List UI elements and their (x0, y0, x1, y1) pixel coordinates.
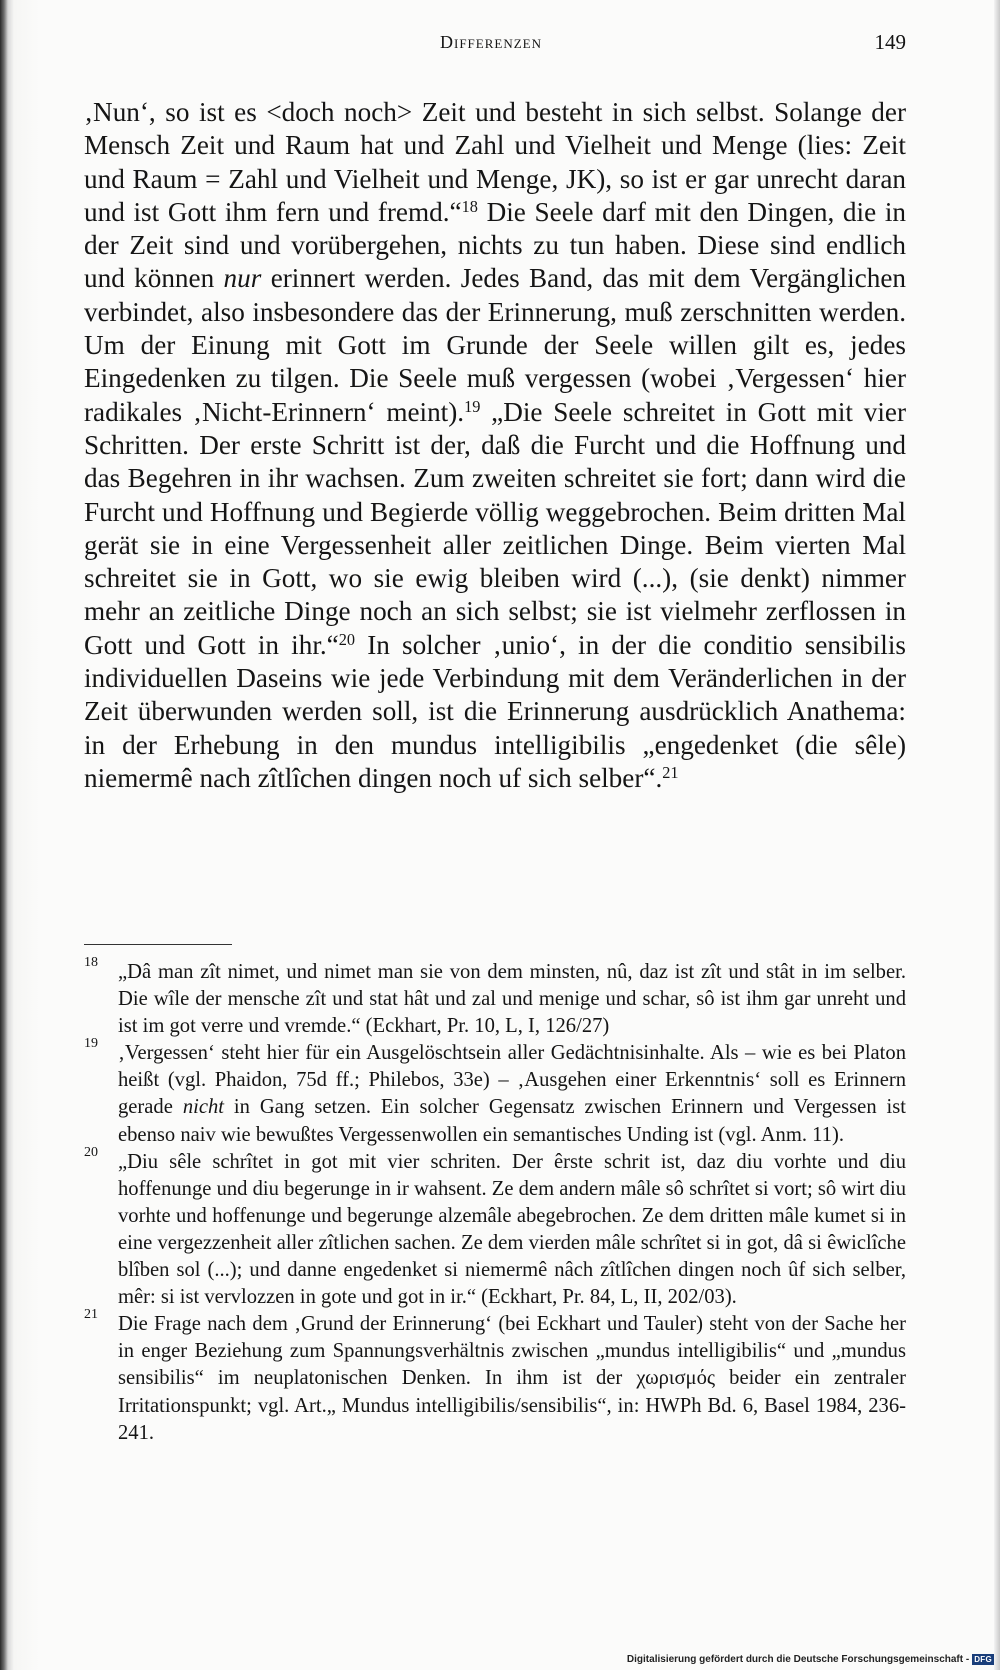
body-paragraph (84, 96, 906, 795)
footnote-number: 20 (84, 1144, 98, 1160)
footnote-text: „Diu sêle schrîtet in got mit vier schriten. Der êrste schrit ist, daz diu vorhte und diu hoffenunge und diu begerunge in ir wahsent. Ze dem andern mâle sô schrîtet si vort; sô wirt diu vorhte und hoffenunge und begerunge alzemâle abegebrochen. Ze dem dritten mâle kumet si in eine vergezzenheit aller zîtlichen sachen. Ze dem vierden mâle schrîtet si in got, dâ si êwiclîche blîben sol (...); und danne engedenket si niemermê nâch zîtlîchen dingen noch ûf sich selber, mêr: si ist vervlozzen in gote und got in ir.“ (Eckhart, Pr. 84, L, II, 202/03). (118, 1150, 906, 1309)
body-emphasis: nur (223, 263, 262, 294)
banner-text: Digitalisierung gefördert durch die Deutsche Forschungsgemeinschaft - (626, 1653, 970, 1665)
footnotes (84, 955, 906, 1447)
page-edge-shadow (994, 0, 1000, 1670)
page-header (84, 30, 906, 60)
body-text-segment: „Die Seele schreitet in Gott mit vier Schritten. Der erste Schritt ist der, daß die Furcht und die Hoffnung und das Begehren in ihr wachsen. Zum zweiten schreitet sie fort; dann wird die Furcht und Hoffnung und Begierde völlig weggebrochen. Beim dritten Mal gerät sie in eine Vergessenheit aller zeitlichen Dinge. Beim vierten Mal schreitet sie in Gott, wo sie ewig bleiben wird (...), (sie denkt) nimmer mehr an zeitliche Dinge noch an sich selbst; sie ist vielmehr zerflossen in Gott und Gott in ihr.“ (84, 396, 906, 660)
dfg-logo: DFG (974, 1654, 992, 1664)
footnote-21 (84, 1307, 906, 1446)
footnote-text (118, 1040, 906, 1148)
footnote-18 (84, 955, 906, 1040)
footnote-ref-21[interactable]: 21 (662, 762, 679, 782)
body-text-segment: Die Seele darf mit den Dingen, die in der Zeit sind und vorübergehen, nichts zu tun haben. Diese sind endlich und können (84, 196, 906, 294)
footnote-number: 21 (84, 1307, 98, 1323)
body-text-segment: In solcher ‚unio‘, in der die conditio sensibilis individuellen Daseins wie jede Verbindung mit dem Veränderlichen in der Zeit überwunden werden soll, ist die Erinnerung ausdrücklich Anathema: in der Erhebung in den mundus intelligibilis „engedenket (die sêle) niemermê nach zîtlîchen dingen noch uf sich selber“. (84, 629, 906, 793)
page-number: 149 (874, 30, 906, 54)
digitization-banner (627, 1652, 994, 1666)
footnote-ref-19[interactable]: 19 (464, 396, 481, 416)
body-text-segment: erinnert werden. Jedes Band, das mit dem Vergänglichen verbindet, also insbesondere das der Erinnerung, muß zerschnitten werden. Um der Einung mit Gott im Grunde der Seele willen gilt es, jedes Eingedenken zu tilgen. Die Seele muß vergessen (wobei ‚Vergessen‘ hier radikales ‚Nicht-Erinnern‘ meint). (84, 263, 906, 427)
footnote-text-segment: in Gang setzen. Ein solcher Gegensatz zwischen Erinnern und Vergessen ist ebenso naiv wie bewußtes Vergessenwollen ein semantisches Unding ist (vgl. Anm. 11). (118, 1096, 906, 1146)
footnote-number: 19 (84, 1036, 98, 1052)
footnote-20 (84, 1144, 906, 1312)
footnote-number: 18 (84, 955, 98, 970)
footnote-19 (84, 1036, 906, 1148)
footnote-text-segment: ‚Vergessen‘ steht hier für ein Ausgelöschtsein aller Gedächtnisinhalte. Als – wie es bei Platon heißt (vgl. Phaidon, 75d ff.; Philebos, 33e) – ‚Ausgehen einer Erkenntnis‘ soll es Erinnern gerade (118, 1042, 906, 1119)
footnote-text: Die Frage nach dem ‚Grund der Erinnerung‘ (bei Eckhart und Tauler) steht von der Sache her in enger Beziehung zum Spannungsverhältnis zwischen „mundus intelligibilis“ und „mundus sensibilis“ im neuplatonischen Denken. In ihm ist der χωρισμός beider ein zentraler Irritationspunkt; vgl. Art.„ Mundus intelligibilis/sensibilis“, in: HWPh Bd. 6, Basel 1984, 236-241. (118, 1313, 906, 1444)
body-text-segment: ‚Nun‘, so ist es <doch noch> Zeit und besteht in sich selbst. Solange der Mensch Zeit und Raum hat und Zahl und Vielheit und Menge (lies: Zeit und Raum = Zahl und Vielheit und Menge, JK), so ist er gar unrecht daran und ist Gott ihm fern und fremd.“ (84, 97, 906, 227)
footnote-separator (84, 944, 232, 945)
footnote-emphasis: nicht (182, 1096, 224, 1119)
footnote-text: „Dâ man zît nimet, und nimet man sie von dem minsten, nû, daz ist zît und stât in im selber. Die wîle der mensche zît und stat hât und zal und menige und schar, sô ist ihm gar unreht und ist im got verre und vremde.“ (Eckhart, Pr. 10, L, I, 126/27) (118, 961, 906, 1038)
running-head: Differenzen (440, 32, 542, 52)
footnote-ref-18[interactable]: 18 (461, 196, 478, 216)
footnote-ref-20[interactable]: 20 (338, 629, 356, 649)
